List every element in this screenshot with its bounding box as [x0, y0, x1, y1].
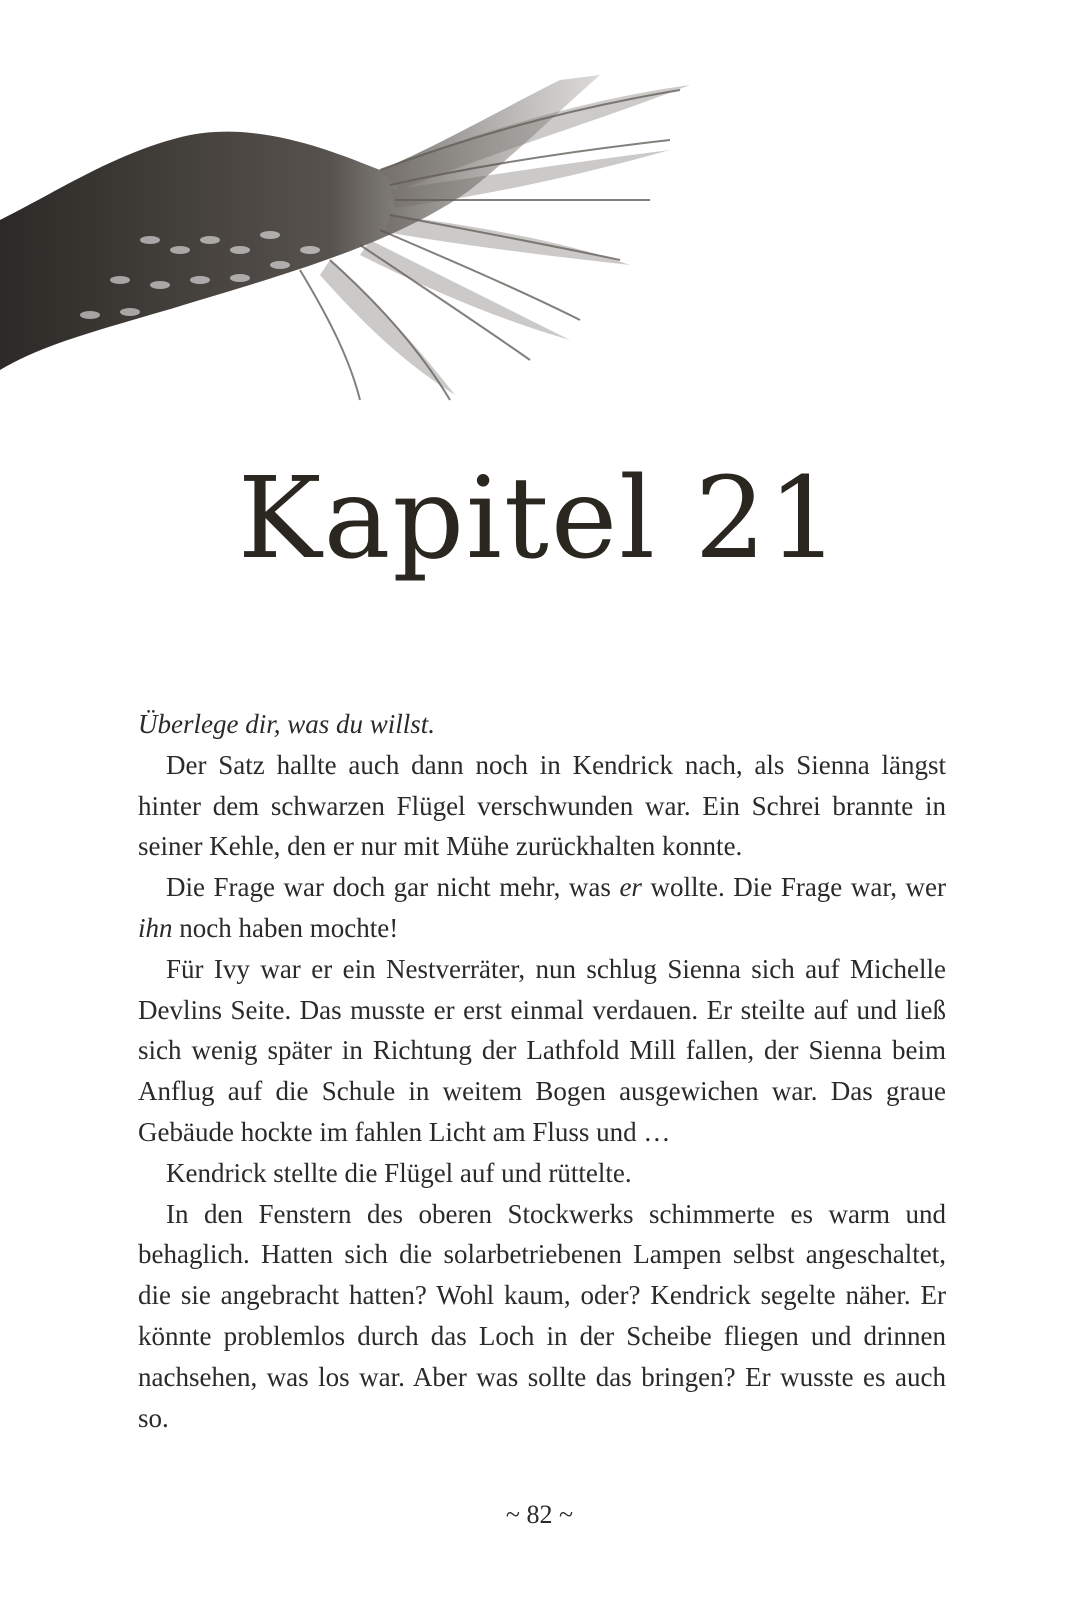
- paragraph: Der Satz hallte auch dann noch in Kendrick nach, als Sienna längst hinter dem schwarzen Flügel verschwunden war. Ein Schrei brannte in seiner Kehle, den er nur mit Mühe zurückhalten konnte.: [138, 749, 946, 862]
- paragraph: Für Ivy war er ein Nestverräter, nun schlug Sienna sich auf Michelle Devlins Seite. Das musste er erst einmal verdauen. Er steilte auf und ließ sich wenig später in Richtung der Lathfold Mill fallen, der Sienna beim Anflug auf die Schule in weitem Bogen ausgewichen war. Das graue Gebäude hockte im fahlen Licht am Fluss und …: [138, 953, 946, 1147]
- chapter-body: [138, 704, 946, 1438]
- wing-illustration: [0, 40, 720, 410]
- opening-line: Überlege dir, was du willst.: [138, 709, 436, 739]
- emphasis: ihn: [138, 912, 173, 943]
- chapter-title: Kapitel 21: [237, 454, 842, 585]
- paragraph: Kendrick stellte die Flügel auf und rüttelte.: [166, 1157, 632, 1188]
- page-number: ~ 82 ~: [505, 1500, 574, 1529]
- emphasis: er: [619, 872, 642, 903]
- opening-paragraph: [138, 704, 946, 745]
- paragraph: Die Frage war doch gar nicht mehr, was er wollte. Die Frage war, wer ihn noch haben mochte!: [138, 872, 947, 943]
- paragraph: In den Fenstern des oberen Stockwerks schimmerte es warm und behaglich. Hatten sich die solarbetriebenen Lampen selbst angeschaltet, die sie angebracht hatten? Wohl kaum, oder? Kendrick segelte näher. Er könnte problemlos durch das Loch in der Scheibe fliegen und drinnen nachsehen, was los war. Aber was sollte das bringen? Er wusste es auch so.: [138, 1198, 946, 1433]
